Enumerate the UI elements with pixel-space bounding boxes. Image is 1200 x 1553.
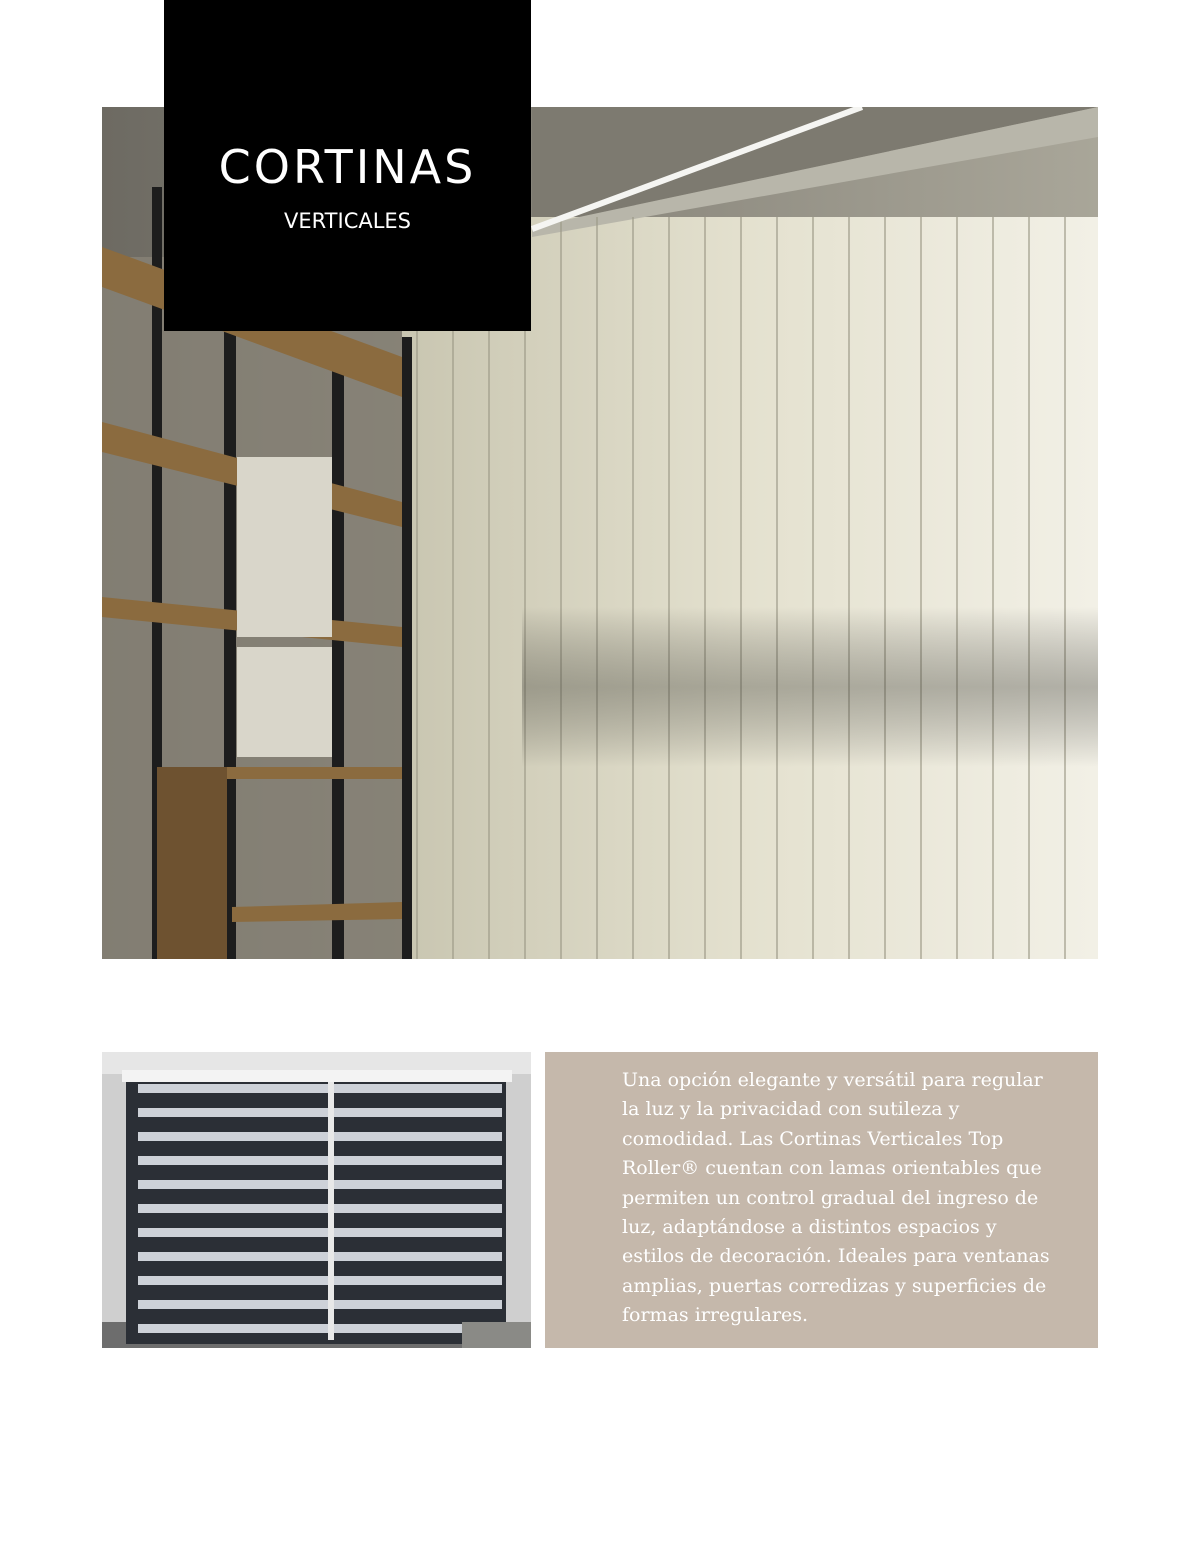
zebra-blind-image: [102, 1052, 531, 1348]
description-text: Una opción elegante y versátil para regular la luz y la privacidad con sutileza y comodidad. Las Cortinas Verticales Top Roller® cuentan con lamas orientables que permiten un control gradual del ingreso de luz, adaptándose a distintos espacios y estilos de decoración. Ideales para ventanas amplias, puertas corredizas y superficies de formas irregulares.: [622, 1069, 1050, 1327]
title-block: [164, 0, 531, 331]
description-card: [545, 1052, 1098, 1348]
secondary-photo: [102, 1052, 531, 1348]
page-subtitle: VERTICALES: [283, 209, 412, 233]
page-title: CORTINAS: [218, 140, 477, 194]
